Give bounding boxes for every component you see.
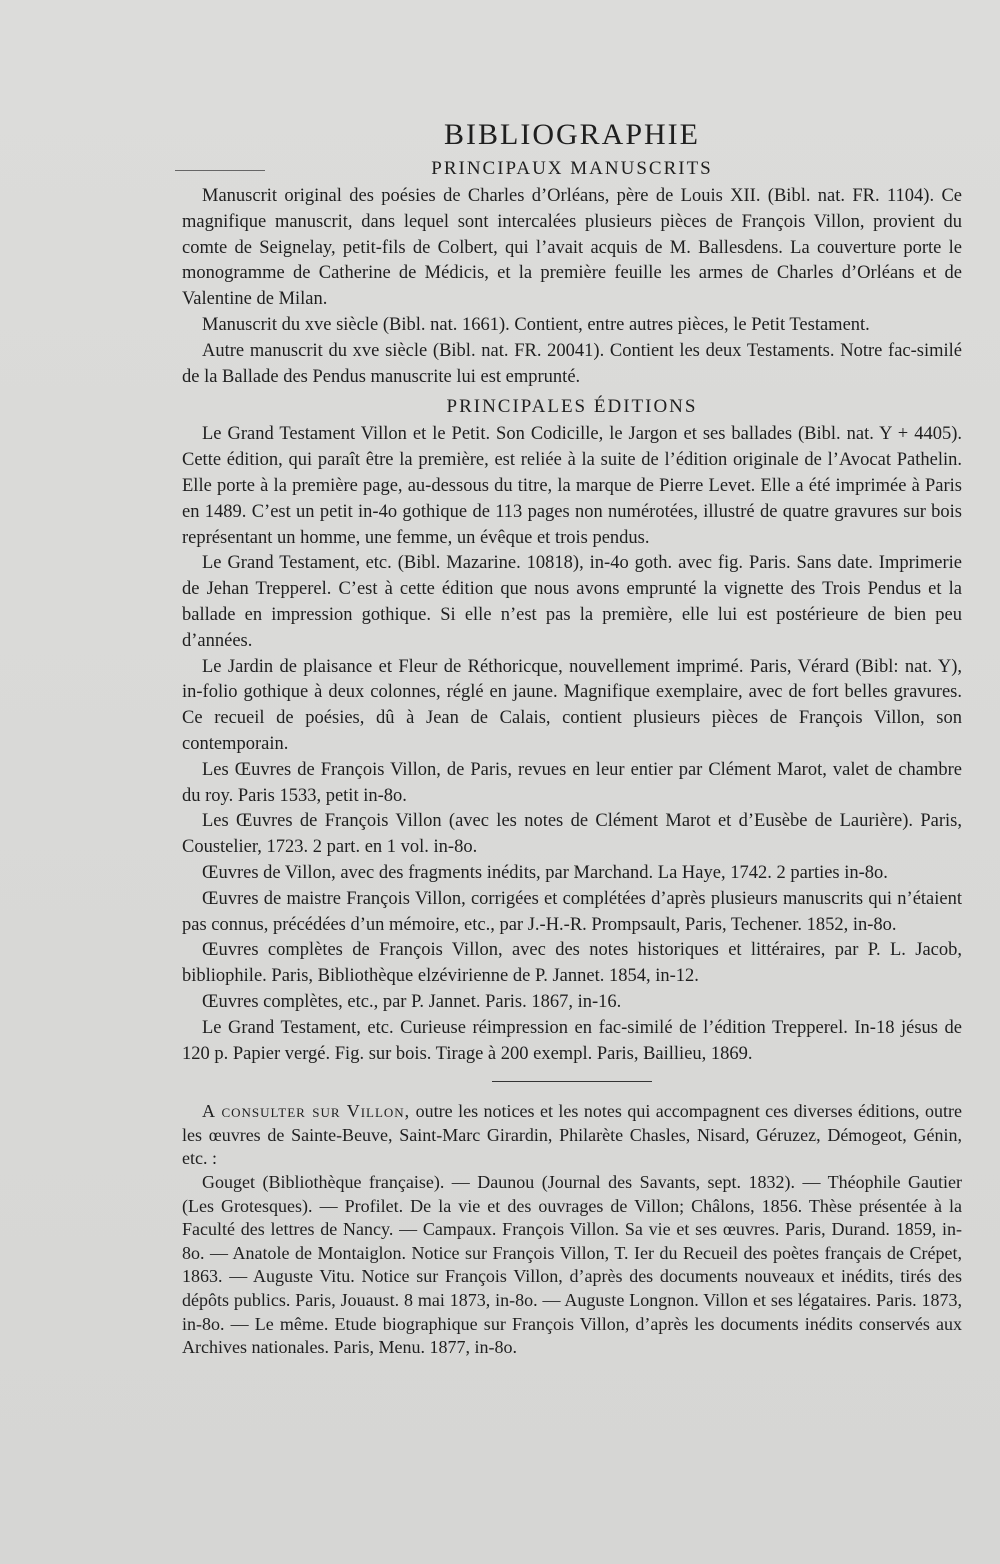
notes-lead-rest: outre les notices et les notes qui accompagnent ces diverses éditions, outre les œuvres de Sainte-Beuve, Saint-Marc Girardin, Philarète Chasles, Nisard, Géruzez, Démogeot, Génin, etc. :: [182, 1101, 962, 1169]
notes-intro: [182, 1100, 962, 1171]
edition-entry: Le Grand Testament Villon et le Petit. Son Codicille, le Jargon et ses ballades (Bibl. nat. Y + 4405). Cette édition, qui paraît être la première, est reliée à la suite de l’édition originale de l’Avocat Pathelin. Elle porte à la première page, au-dessous du titre, la marque de Pierre Levet. Elle a été imprimée à Paris en 1489. C’est un petit in-4o gothique de 113 pages non numérotées, illustré de quatre gravures sur bois représentant un homme, une femme, un évêque et trois pendus.: [182, 424, 962, 548]
editions-list: [182, 422, 962, 1067]
heading-manuscrits: PRINCIPAUX MANUSCRITS: [431, 158, 713, 179]
manuscrit-entry: Manuscrit du xve siècle (Bibl. nat. 1661). Contient, entre autres pièces, le Petit Testament.: [202, 314, 870, 335]
edition-entry: Les Œuvres de François Villon, de Paris, revues en leur entier par Clément Marot, valet de chambre du roy. Paris 1533, petit in-8o.: [182, 759, 962, 806]
heading-editions: PRINCIPALES ÉDITIONS: [446, 396, 698, 418]
manuscrit-entry: Autre manuscrit du xve siècle (Bibl. nat. FR. 20041). Contient les deux Testaments. Notre fac-similé de la Ballade des Pendus manuscrite lui est emprunté.: [182, 340, 962, 387]
manuscrits-list: [182, 184, 962, 390]
manuscrit-entry: Manuscrit original des poésies de Charles d’Orléans, père de Louis XII. (Bibl. nat. FR. 1104). Ce magnifique manuscrit, dans lequel sont intercalées plusieurs pièces de François Villon, provient du comte de Seignelay, petit-fils de Colbert, qui l’avait acquis de M. Ballesdens. La couverture porte le monogramme de Catherine de Médicis, et la première feuille les armes de Charles d’Orléans et de Valentine de Milan.: [182, 186, 962, 310]
edition-entry: Les Œuvres de François Villon (avec les notes de Clément Marot et d’Eusèbe de Laurière). Paris, Coustelier, 1723. 2 part. en 1 vol. in-8o.: [182, 811, 962, 858]
bibliography-content: [182, 118, 962, 1360]
page-title: BIBLIOGRAPHIE: [444, 118, 700, 151]
edition-entry: Le Jardin de plaisance et Fleur de Réthoricque, nouvellement imprimé. Paris, Vérard (Bibl: nat. Y), in-folio gothique à deux colonnes, réglé en jaune. Magnifique exemplaire, avec de fort belles gravures. Ce recueil de poésies, dû à Jean de Calais, contient plusieurs pièces de François Villon, son contemporain.: [182, 656, 962, 754]
notes-body: Gouget (Bibliothèque française). — Daunou (Journal des Savants, sept. 1832). — Théophile Gautier (Les Grotesques). — Profilet. De la vie et des ouvrages de Villon; Châlons, 1856. Thèse présentée à la Faculté des lettres de Nancy. — Campaux. François Villon. Sa vie et ses œuvres. Paris, Durand. 1859, in-8o. — Anatole de Montaiglon. Notice sur François Villon, T. Ier du Recueil des poètes français de Crépet, 1863. — Auguste Vitu. Notice sur François Villon, d’après des documents nouveaux et inédits, tirés des dépôts publics. Paris, Jouaust. 8 mai 1873, in-8o. — Auguste Longnon. Villon et ses légataires. Paris. 1873, in-8o. — Le même. Etude biographique sur François Villon, d’après les documents inédits conservés aux Archives nationales. Paris, Menu. 1877, in-8o.: [182, 1172, 962, 1358]
edition-entry: Œuvres complètes, etc., par P. Jannet. Paris. 1867, in-16.: [202, 991, 622, 1012]
edition-entry: Le Grand Testament, etc. Curieuse réimpression en fac-similé de l’édition Trepperel. In-18 jésus de 120 p. Papier vergé. Fig. sur bois. Tirage à 200 exempl. Paris, Baillieu, 1869.: [182, 1017, 962, 1064]
section-divider: [492, 1081, 652, 1082]
edition-entry: Œuvres de maistre François Villon, corrigées et complétées d’après plusieurs manuscrits qui n’étaient pas connus, précédées d’un mémoire, etc., par J.-H.-R. Prompsault, Paris, Techener. 1852, in-8o.: [182, 888, 962, 935]
edition-entry: Œuvres complètes de François Villon, avec des notes historiques et littéraires, par P. L. Jacob, bibliophile. Paris, Bibliothèque elzévirienne de P. Jannet. 1854, in-12.: [182, 940, 962, 987]
notes-section: [182, 1100, 962, 1360]
notes-lead: A consulter sur Villon,: [202, 1101, 411, 1122]
edition-entry: Le Grand Testament, etc. (Bibl. Mazarine. 10818), in-4o goth. avec fig. Paris. Sans date. Imprimerie de Jehan Trepperel. C’est à cette édition que nous avons emprunté la vignette des Trois Pendus et la ballade en impression gothique. Si elle n’est pas la première, elle lui est postérieure de bien peu d’années.: [182, 553, 962, 651]
edition-entry: Œuvres de Villon, avec des fragments inédits, par Marchand. La Haye, 1742. 2 parties in-8o.: [202, 862, 888, 883]
